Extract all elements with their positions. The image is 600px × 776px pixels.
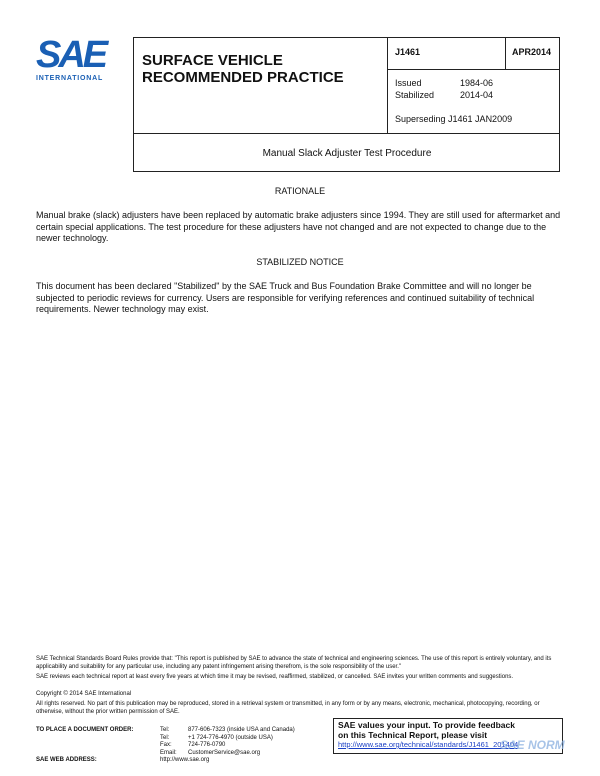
divider	[505, 38, 506, 69]
feedback-line-1: SAE values your input. To provide feedback	[338, 720, 515, 730]
divider	[134, 133, 560, 134]
rules-text: SAE Technical Standards Board Rules provide that: "This report is published by SAE to advance the state of technical and engineering sciences. The use of this report is entirely voluntary, and its applicability and suitability for any particular use, including any patent infringement arising therefrom, is the sole responsibility of the user."	[36, 656, 552, 670]
rights-text: All rights reserved. No part of this publication may be reproduced, stored in a retrieval system or transmitted, in any form or by any means, electronic, mechanical, photocopying, recording, or otherwise, without the prior written permission of SAE.	[36, 701, 540, 715]
watermark: SAE NORM	[500, 738, 565, 752]
tel1-value: 877-606-7323 (inside USA and Canada)	[188, 727, 295, 733]
issued-value: 1984-06	[460, 78, 494, 88]
web-label: SAE WEB ADDRESS:	[36, 757, 97, 763]
document-number: J1461	[395, 47, 421, 57]
stabilized-heading: STABILIZED NOTICE	[256, 257, 344, 267]
tel2-label: Tel:	[160, 734, 170, 741]
document-title: Manual Slack Adjuster Test Procedure	[262, 148, 432, 159]
stabilized-text: This document has been declared "Stabilized" by the SAE Truck and Bus Foundation Brake Committee and will no longer be subjected to periodic reviews for currency. Users are responsible for verifying references and continued suitability of technical requirements. Newer technology may exist.	[36, 281, 535, 314]
copyright: Copyright © 2014 SAE International	[36, 691, 132, 697]
tel2-value: +1 724-776-4970 (outside USA)	[188, 734, 273, 741]
review-text: SAE reviews each technical report at least every five years at which time it may be revised, reaffirmed, stabilized, or cancelled. SAE invites your written comments and suggestions.	[36, 674, 514, 680]
sae-logo	[36, 36, 116, 82]
superseding-note: Superseding J1461 JAN2009	[395, 114, 513, 124]
tel1-label: Tel:	[160, 727, 170, 733]
rationale-text: Manual brake (slack) adjusters have been replaced by automatic brake adjusters since 1994. They are still used for aftermarket and certain special applications. The test procedure for these adjusters have not changed and are not expected to change due to the newer technology.	[36, 210, 561, 243]
stabilized-label: Stabilized	[395, 90, 435, 100]
feedback-line-2: on this Technical Report, please visit	[338, 729, 488, 740]
divider	[387, 38, 388, 133]
divider	[387, 69, 560, 70]
web-link[interactable]: http://www.sae.org	[160, 757, 210, 763]
fax-value: 724-776-0790	[188, 742, 226, 748]
issued-label: Issued	[395, 78, 422, 88]
category-line-1: SURFACE VEHICLE	[142, 52, 283, 69]
order-label: TO PLACE A DOCUMENT ORDER:	[36, 727, 134, 733]
document-header	[133, 37, 560, 172]
document-category	[142, 52, 382, 86]
logo-subtitle: INTERNATIONAL	[36, 75, 104, 82]
rationale-heading: RATIONALE	[274, 186, 326, 196]
document-date: APR2014	[512, 47, 552, 57]
email-value[interactable]: CustomerService@sae.org	[188, 749, 261, 756]
email-label: Email:	[160, 749, 177, 756]
category-line-2: RECOMMENDED PRACTICE	[142, 69, 344, 86]
stabilized-value: 2014-04	[460, 90, 494, 100]
feedback-link[interactable]: http://www.sae.org/technical/standards/J1461_201404	[338, 740, 519, 749]
fax-label: Fax:	[160, 742, 172, 748]
logo-mark: SAE	[36, 34, 106, 76]
